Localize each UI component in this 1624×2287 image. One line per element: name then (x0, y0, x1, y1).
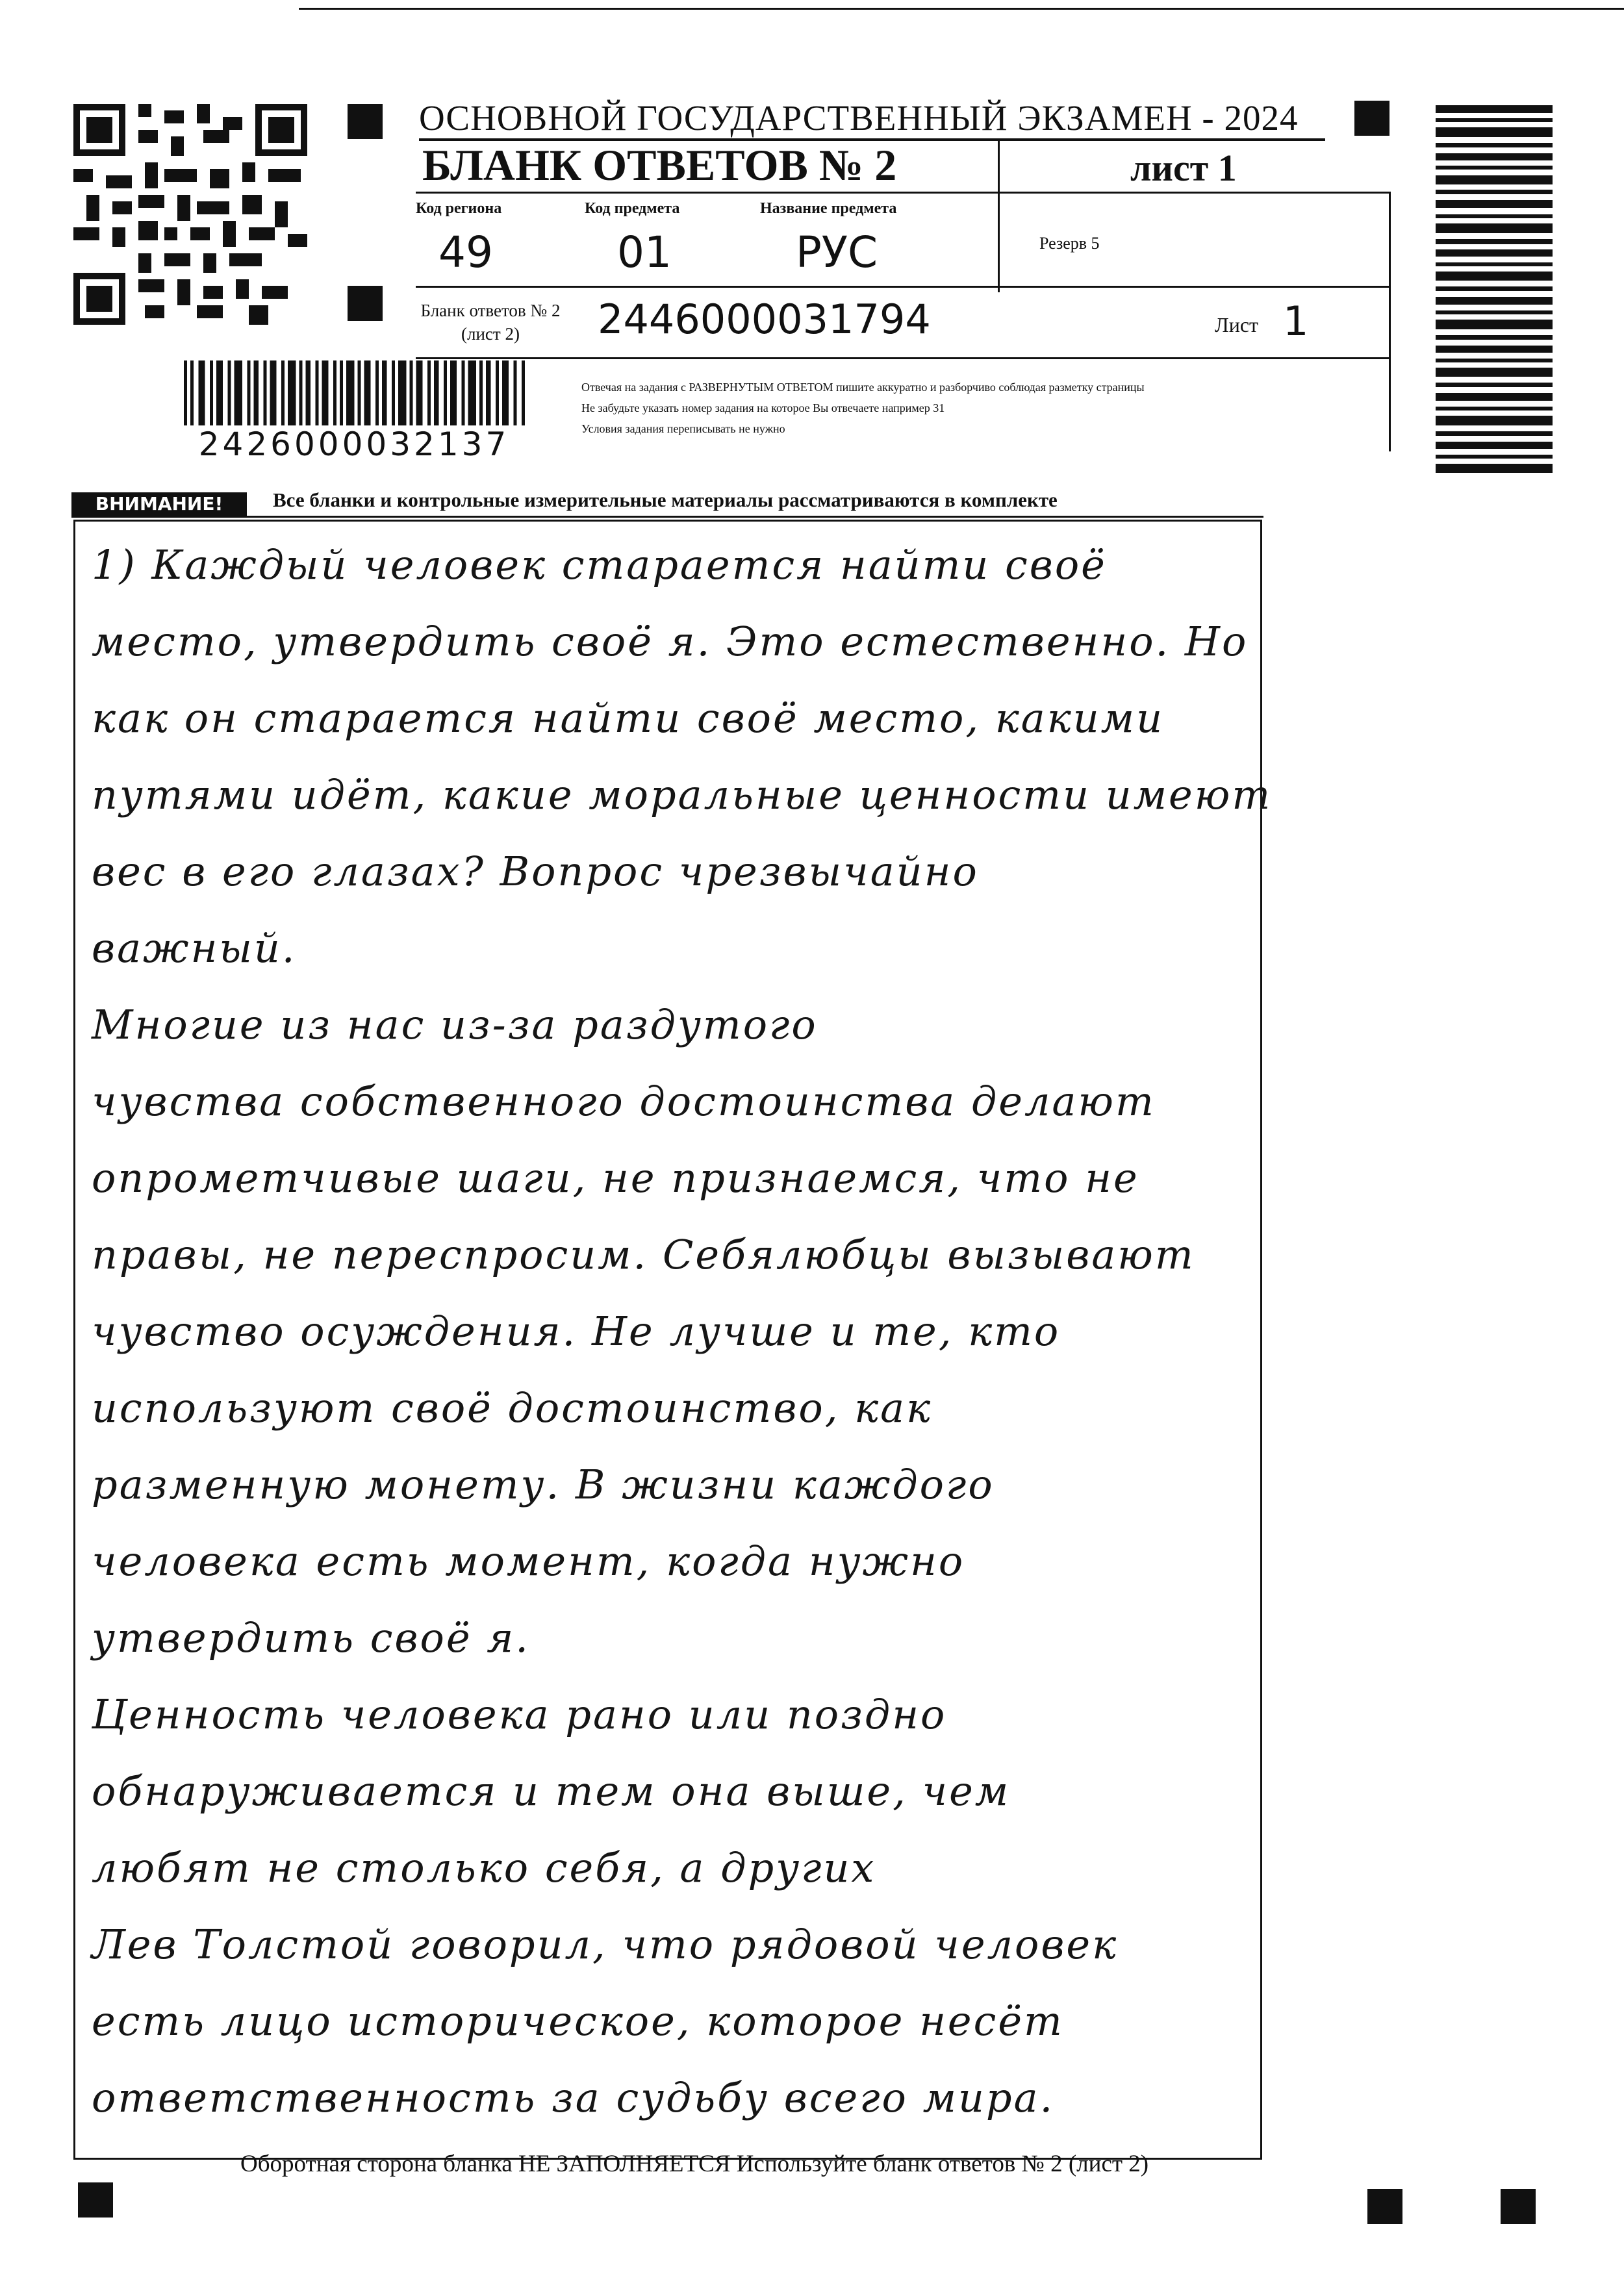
exam-title: ОСНОВНОЙ ГОСУДАРСТВЕННЫЙ ЭКЗАМЕН - 2024 (419, 98, 1299, 138)
instruction-line: Не забудьте указать номер задания на которое Вы отвечаете например 31 (581, 401, 945, 414)
side-barcode (1436, 105, 1553, 475)
handwritten-line: ответственность за судьбу всего мира. (92, 2074, 1055, 2121)
registration-marker (348, 104, 383, 139)
list-label: Лист (1215, 313, 1259, 336)
blank-label-line1: Бланк ответов № 2 (420, 301, 561, 320)
footer-note: Оборотная сторона бланка НЕ ЗАПОЛНЯЕТСЯ Используйте бланк ответов № 2 (лист 2) (240, 2151, 1149, 2177)
handwritten-line: обнаруживается и тем она выше, чем (92, 1767, 1011, 1815)
registration-marker (348, 286, 383, 321)
handwritten-line: правы, не переспросим. Себялюбцы вызывают (92, 1231, 1195, 1278)
handwritten-line: место, утвердить своё я. Это естественно. Но (92, 618, 1249, 665)
attention-rule (71, 516, 1263, 518)
handwritten-line: любят не столько себя, а других (92, 1844, 876, 1891)
registration-marker (1354, 101, 1389, 136)
top-rule (299, 8, 1624, 10)
blank-label (406, 299, 575, 346)
header-rule (416, 357, 1390, 359)
handwritten-line: утвердить своё я. (92, 1614, 530, 1662)
reserve-field: Резерв 5 (1039, 234, 1100, 253)
handwritten-line: Лев Толстой говорил, что рядовой человек (92, 1921, 1119, 1968)
registration-marker (1367, 2189, 1402, 2224)
handwritten-line: 1) Каждый человек старается найти своё (92, 541, 1107, 588)
handwritten-line: как он старается найти своё место, какими (92, 694, 1165, 742)
list-number: 1 (1283, 297, 1309, 345)
answer-area[interactable] (73, 520, 1273, 2160)
subject-code-label: Код предмета (585, 200, 680, 217)
attention-badge: ВНИМАНИЕ! (71, 492, 247, 516)
header-divider (998, 140, 1000, 292)
handwritten-line: важный. (92, 924, 297, 972)
subject-name-label: Название предмета (760, 200, 897, 217)
handwritten-line: разменную монету. В жизни каждого (92, 1461, 995, 1508)
handwritten-line: чувства собственного достоинства делают (92, 1078, 1156, 1125)
handwritten-line: используют своё достоинство, как (92, 1384, 933, 1432)
registration-marker (78, 2182, 113, 2218)
handwritten-line: Ценность человека рано или поздно (92, 1691, 947, 1738)
handwritten-line: есть лицо историческое, которое несёт (92, 1997, 1064, 2045)
form-title: БЛАНК ОТВЕТОВ № 2 (422, 140, 897, 190)
attention-text: Все бланки и контрольные измерительные материалы рассматриваются в комплекте (273, 488, 1058, 511)
subject-name-value: РУС (796, 227, 878, 277)
handwritten-line: человека есть момент, когда нужно (92, 1537, 965, 1585)
qr-code (73, 104, 307, 325)
handwritten-line: Многие из нас из-за раздутого (92, 1001, 818, 1048)
blank-number: 2446000031794 (598, 296, 931, 343)
handwritten-line: чувство осуждения. Не лучше и те, кто (92, 1308, 1061, 1355)
instruction-line: Отвечая на задания с РАЗВЕРНУТЫМ ОТВЕТОМ пишите аккуратно и разборчиво соблюдая разметку страницы (581, 381, 1145, 394)
header-rule (416, 192, 1390, 194)
registration-marker (1501, 2189, 1536, 2224)
barcode-number: 2426000032137 (166, 425, 542, 463)
region-label: Код региона (416, 200, 502, 217)
handwritten-line: вес в его глазах? Вопрос чрезвычайно (92, 848, 979, 895)
handwritten-line: опрометчивые шаги, не признаемся, что не (92, 1154, 1139, 1202)
subject-code-value: 01 (617, 227, 672, 277)
sheet-label: лист 1 (1130, 147, 1237, 189)
blank-label-line2: (лист 2) (461, 324, 520, 344)
instructions (581, 377, 1393, 439)
header-rule (416, 286, 1390, 288)
instruction-line: Условия задания переписывать не нужно (581, 422, 785, 435)
handwritten-line: путями идёт, какие моральные ценности имеют (92, 771, 1273, 818)
region-value: 49 (438, 227, 493, 277)
